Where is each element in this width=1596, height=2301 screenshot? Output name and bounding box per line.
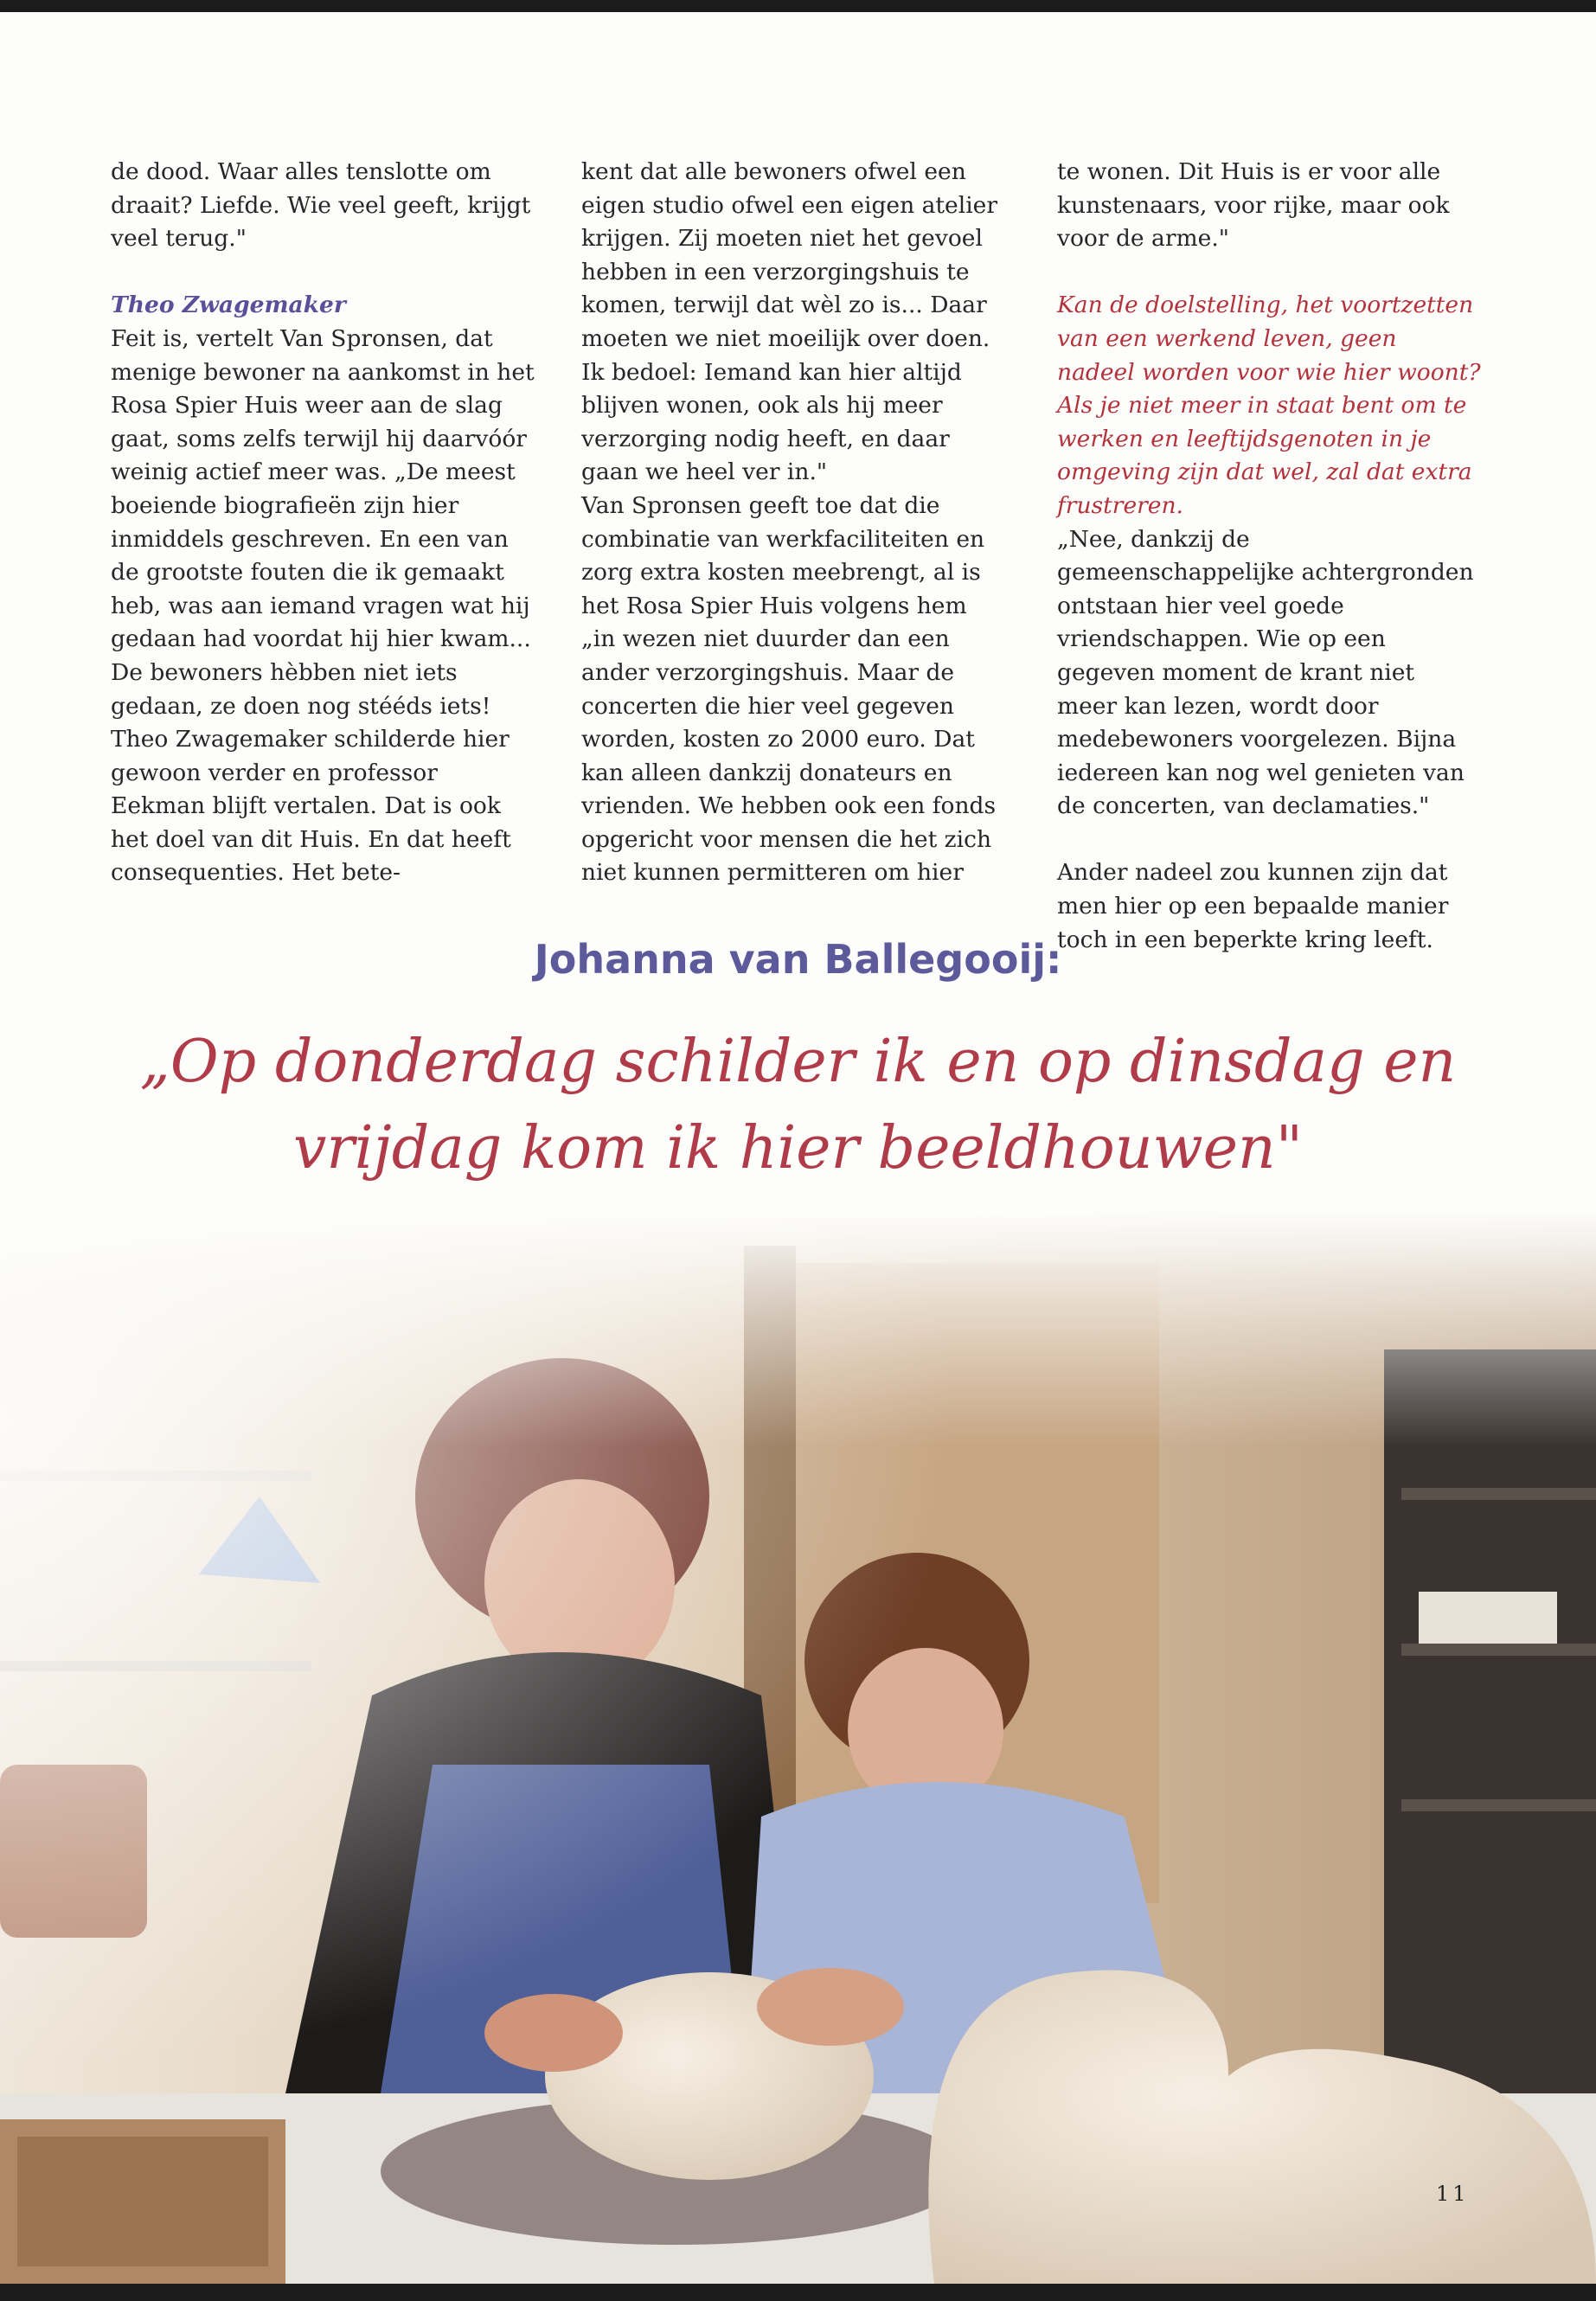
interview-question: Kan de doelstelling, het voortzetten van een werkend leven, geen nadeel worden voor wie hier woont? Als je niet meer in staat bent om te werken en leeftijdsgenoten in je omgeving zijn dat wel, zal dat extra frustreren. <box>1057 292 1481 519</box>
paragraph: kent dat alle bewoners ofwel een eigen studio ofwel een eigen atelier krijgen. Zij moeten niet het gevoel hebben in een verzorgingshuis te komen, terwijl dat wèl zo is... Daar moeten we niet moeilijk over doen. Ik bedoel: Iemand kan hier altijd blijven wonen, ook als hij meer verzorging nodig heeft, en daar gaan we heel ver in." <box>581 158 998 486</box>
paragraph: „Nee, dankzij de gemeenschappelijke achtergronden ontstaan hier veel goede vriendschappen. Wie op een gegeven moment de krant niet meer kan lezen, wordt door medebewoners voorgelezen. Bijna iedereen kan nog wel genieten van de concerten, van declamaties." <box>1057 525 1474 820</box>
studio-photo <box>0 1211 1596 2284</box>
paragraph: Van Spronsen geeft toe dat die combinatie van werkfaciliteiten en zorg extra kosten meebrengt, al is het Rosa Spier Huis volgens hem „in wezen niet duurder dan een ander verzorgingshuis. Maar de concerten die hier veel gegeven worden, kosten zo 2000 euro. Dat kan alleen dankzij donateurs en vrienden. We hebben ook een fonds opgericht voor mensen die het zich niet kunnen permitteren om hier <box>581 491 997 887</box>
feature-name: Johanna van Ballegooij: <box>534 936 1062 983</box>
paragraph: te wonen. Dit Huis is er voor alle kunstenaars, voor rijke, maar ook voor de arme." <box>1057 158 1450 253</box>
page-number: 11 <box>1436 2182 1470 2206</box>
paragraph: de dood. Waar alles tenslotte om draait? Liefde. Wie veel geeft, krijgt veel terug." <box>111 158 531 253</box>
paragraph: Feit is, vertelt Van Spronsen, dat menige bewoner na aankomst in het Rosa Spier Huis weer aan de slag gaat, soms zelfs terwijl hij daarvóór weinig actief meer was. „De meest boeiende biografieën zijn hier inmiddels geschreven. En een van de grootste fouten die ik gemaakt heb, was aan iemand vragen wat hij gedaan had voordat hij hier kwam... De bewoners hèbben niet iets gedaan, ze doen nog stééds iets! Theo Zwagemaker schilderde hier gewoon verder en professor Eekman blijft vertalen. Dat is ook het doel van dit Huis. En dat heeft consequenties. Het bete- <box>111 324 535 887</box>
text-column-3 <box>1057 156 1481 957</box>
feature-quote <box>0 1019 1596 1192</box>
text-column-1 <box>111 156 535 890</box>
subheading: Theo Zwagemaker <box>111 292 346 319</box>
quote-line-2: vrijdag kom ik hier beeldhouwen" <box>292 1114 1304 1183</box>
text-column-2 <box>581 156 1005 890</box>
quote-line-1: „Op donderdag schilder ik en op dinsdag en <box>139 1028 1457 1096</box>
bottom-border <box>0 2284 1596 2301</box>
top-border <box>0 0 1596 12</box>
paragraph: Ander nadeel zou kunnen zijn dat men hier op een bepaalde manier toch in een beperkte kring leeft. <box>1057 859 1449 953</box>
